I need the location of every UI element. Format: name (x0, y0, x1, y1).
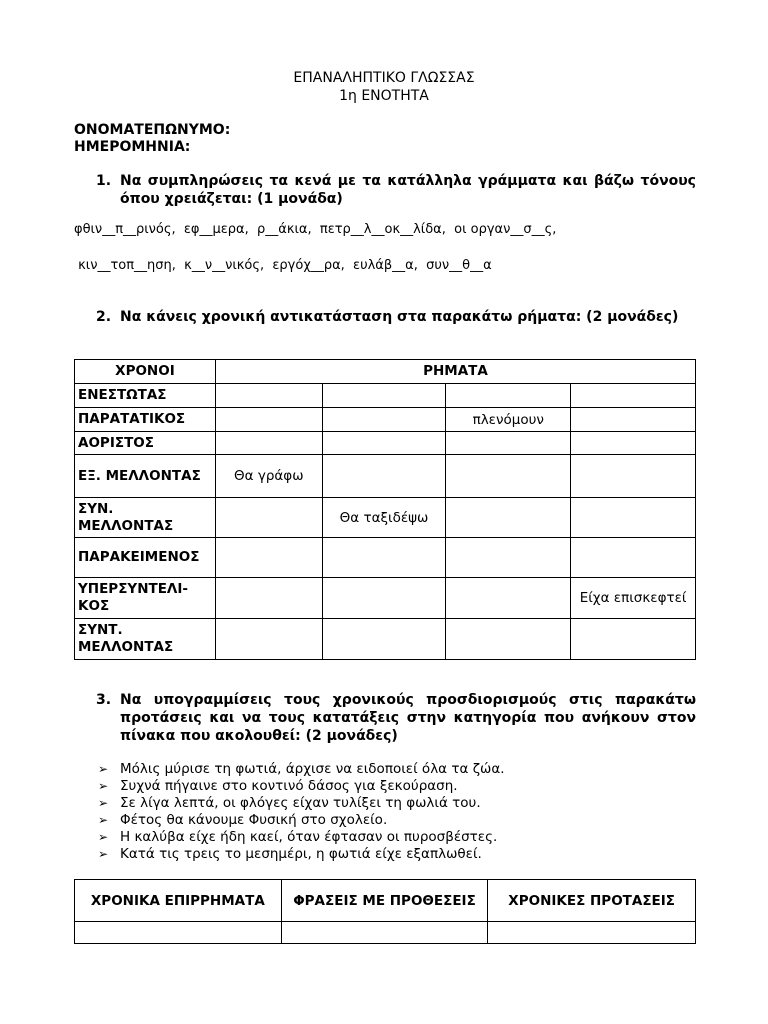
tense-label: ΣΥΝΤ. ΜΕΛΛΟΝΤΑΣ (75, 619, 216, 660)
q2-number: 2. (96, 309, 112, 325)
list-item (98, 778, 505, 795)
tense-label: ΑΟΡΙΣΤΟΣ (75, 432, 216, 455)
list-item (98, 812, 505, 829)
tense-label: ΠΑΡΑΚΕΙΜΕΝΟΣ (75, 538, 216, 578)
verb-cell (215, 619, 322, 660)
sentence-text: Κατά τις τρεις το μεσημέρι, η φωτιά είχε εξαπλωθεί. (120, 846, 482, 862)
answer-cell (281, 922, 488, 944)
header-clauses: ΧΡΟΝΙΚΕΣ ΠΡΟΤΑΣΕΙΣ (488, 880, 696, 922)
categories-table (74, 879, 696, 944)
table-row (75, 498, 696, 538)
tense-label: ΥΠΕΡΣΥΝΤΕΛΙ-ΚΟΣ (75, 578, 216, 619)
tenses-table (74, 359, 696, 660)
verb-cell (322, 619, 446, 660)
sentence-list (98, 761, 505, 863)
tense-label: ΕΞ. ΜΕΛΛΟΝΤΑΣ (75, 455, 216, 498)
answer-cell (75, 922, 282, 944)
verb-cell (322, 432, 446, 455)
verb-cell (322, 578, 446, 619)
verb-cell (571, 384, 696, 408)
verb-cell (322, 384, 446, 408)
verb-cell (446, 578, 571, 619)
verb-cell (322, 538, 446, 578)
verb-cell (571, 498, 696, 538)
verb-cell (446, 619, 571, 660)
verb-cell (571, 619, 696, 660)
q3-number: 3. (96, 692, 112, 708)
verb-cell (571, 538, 696, 578)
name-label: ΟΝΟΜΑΤΕΠΩΝΥΜΟ: (74, 122, 231, 138)
list-item (98, 761, 505, 778)
arrow-bullet-icon: ➢ (98, 830, 109, 844)
verb-cell (322, 408, 446, 432)
tenses-header-row (75, 360, 696, 384)
q3-text: Να υπογραμμίσεις τους χρονικούς προσδιορισμούς στις παρακάτω προτάσεις και να τους κατατάξεις στην κατηγορία που ανήκουν στον πίνακα που ακολουθεί: (2 μονάδες) (120, 692, 696, 744)
sentence-text: Φέτος θα κάνουμε Φυσική στο σχολείο. (120, 812, 388, 828)
page-title: ΕΠΑΝΑΛΗΠΤΙΚΟ ΓΛΩΣΣΑΣ (293, 70, 475, 86)
verb-cell (446, 432, 571, 455)
verb-cell (215, 538, 322, 578)
verb-cell (446, 455, 571, 498)
verb-cell (322, 455, 446, 498)
answer-cell (488, 922, 696, 944)
verb-cell: Θα γράφω (215, 455, 322, 498)
table-row (75, 384, 696, 408)
verb-cell (215, 498, 322, 538)
header-prep-phrases: ΦΡΑΣΕΙΣ ΜΕ ΠΡΟΘΕΣΕΙΣ (281, 880, 488, 922)
header-adverbs: ΧΡΟΝΙΚΑ ΕΠΙΡΡΗΜΑΤΑ (75, 880, 282, 922)
header-tenses: ΧΡΟΝΟΙ (75, 360, 216, 384)
verb-cell (571, 408, 696, 432)
date-label: ΗΜΕΡΟΜΗΝΙΑ: (74, 139, 191, 155)
verb-cell: Θα ταξιδέψω (322, 498, 446, 538)
q1-fill-line-1: φθιν__π__ρινός, εφ__μερα, ρ__άκια, πετρ__λ__οκ__λίδα, οι οργαν__σ__ς, (74, 222, 557, 237)
verb-cell (215, 432, 322, 455)
verb-cell (215, 578, 322, 619)
verb-cell (446, 538, 571, 578)
sentence-text: Συχνά πήγαινε στο κοντινό δάσος για ξεκούραση. (120, 778, 458, 794)
verb-cell (215, 408, 322, 432)
q1-text: Να συμπληρώσεις τα κενά με τα κατάλληλα γράμματα και βάζω τόνους όπου χρειάζεται: (1 μονάδα) (120, 173, 696, 207)
table-row (75, 455, 696, 498)
verb-cell: Είχα επισκεφτεί (571, 578, 696, 619)
arrow-bullet-icon: ➢ (98, 796, 109, 810)
verb-cell (446, 384, 571, 408)
table-row (75, 408, 696, 432)
header-verbs: ΡΗΜΑΤΑ (215, 360, 695, 384)
arrow-bullet-icon: ➢ (98, 847, 109, 861)
table-row (75, 538, 696, 578)
sentence-text: Σε λίγα λεπτά, οι φλόγες είχαν τυλίξει τη φωλιά του. (120, 795, 481, 811)
list-item (98, 846, 505, 863)
list-item (98, 795, 505, 812)
table-row (75, 619, 696, 660)
categories-header-row (75, 880, 696, 922)
arrow-bullet-icon: ➢ (98, 779, 109, 793)
sentence-text: Η καλύβα είχε ήδη καεί, όταν έφτασαν οι πυροσβέστες. (120, 829, 498, 845)
list-item (98, 829, 505, 846)
q1-number: 1. (96, 173, 112, 189)
tense-label: ΣΥΝ. ΜΕΛΛΟΝΤΑΣ (75, 498, 216, 538)
q1-fill-line-2: κιν__τοπ__ηση, κ__ν__νικός, εργόχ__ρα, ευλάβ__α, συν__θ__α (74, 258, 492, 273)
table-row (75, 432, 696, 455)
tense-label: ΠΑΡΑΤΑΤΙΚΟΣ (75, 408, 216, 432)
tense-label: ΕΝΕΣΤΩΤΑΣ (75, 384, 216, 408)
verb-cell (571, 455, 696, 498)
table-row (75, 578, 696, 619)
verb-cell (571, 432, 696, 455)
arrow-bullet-icon: ➢ (98, 762, 109, 776)
sentence-text: Μόλις μύρισε τη φωτιά, άρχισε να ειδοποιεί όλα τα ζώα. (120, 761, 505, 777)
answer-row (75, 922, 696, 944)
page-subtitle: 1η ΕΝΟΤΗΤΑ (339, 88, 429, 104)
verb-cell: πλενόμουν (446, 408, 571, 432)
arrow-bullet-icon: ➢ (98, 813, 109, 827)
verb-cell (446, 498, 571, 538)
verb-cell (215, 384, 322, 408)
q2-text: Να κάνεις χρονική αντικατάσταση στα παρακάτω ρήματα: (2 μονάδες) (120, 309, 679, 325)
